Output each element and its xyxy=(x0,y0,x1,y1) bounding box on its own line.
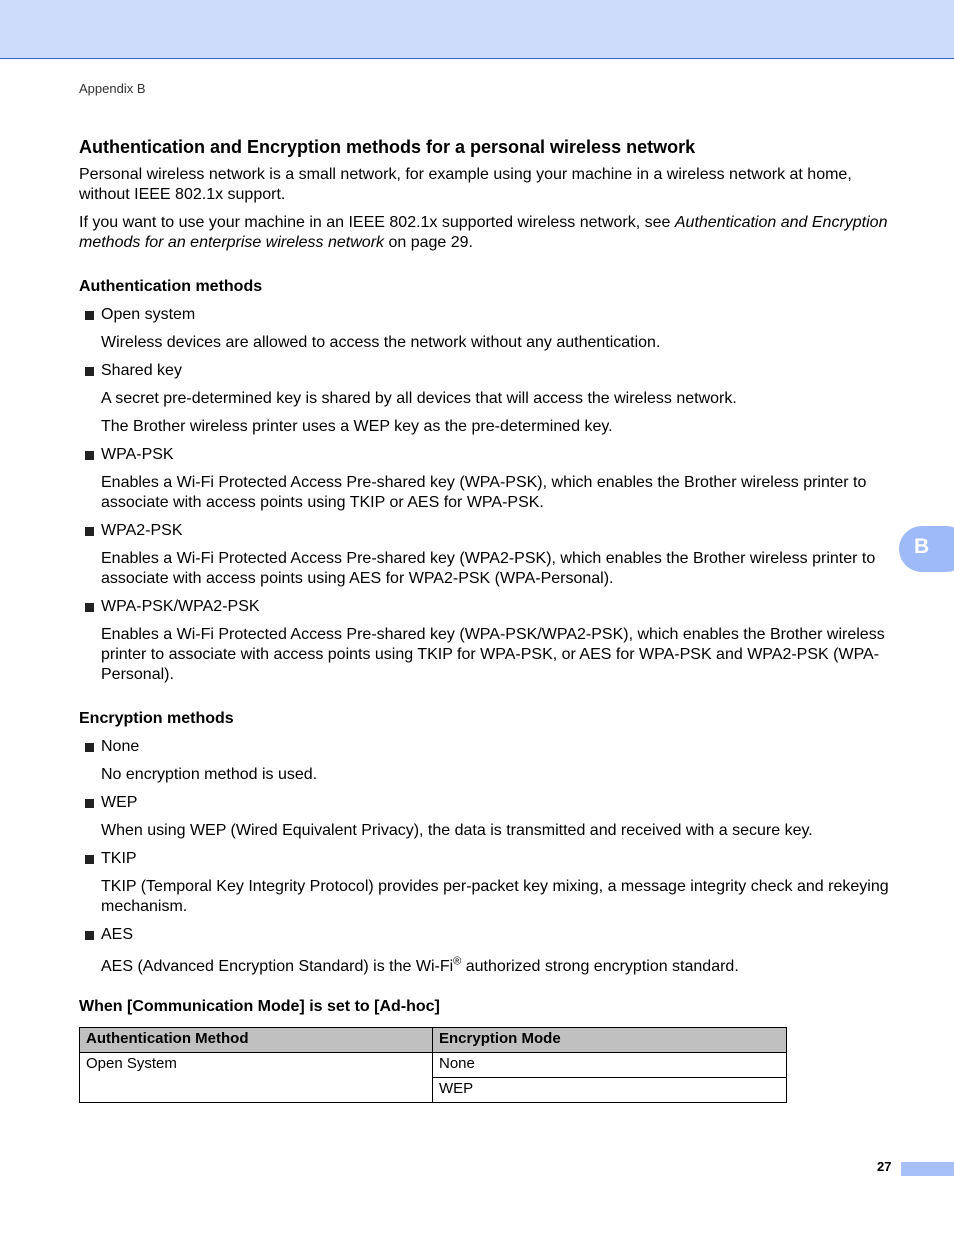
list-item-label: TKIP xyxy=(101,850,137,867)
side-tab-letter: B xyxy=(914,535,930,558)
list-item xyxy=(79,849,891,869)
table-cell: None xyxy=(433,1053,787,1078)
list-item-description: Enables a Wi-Fi Protected Access Pre-shared key (WPA-PSK/WPA2-PSK), which enables the Brother wireless printer to associate with access points using TKIP for WPA-PSK, or AES for WPA-PSK and WPA2-PSK (WPA-Personal). xyxy=(101,626,885,683)
aes-desc-text-end: authorized strong encryption standard. xyxy=(461,958,739,975)
table-cell: WEP xyxy=(433,1078,787,1103)
square-bullet-icon xyxy=(85,527,94,536)
square-bullet-icon xyxy=(85,931,94,940)
running-head: Appendix B xyxy=(79,81,146,96)
square-bullet-icon xyxy=(85,311,94,320)
list-item-label: WPA2-PSK xyxy=(101,522,183,539)
auth-methods-heading: Authentication methods xyxy=(79,278,263,295)
list-item-label: WPA-PSK/WPA2-PSK xyxy=(101,598,260,615)
page-header-band xyxy=(0,0,954,59)
square-bullet-icon xyxy=(85,799,94,808)
list-item xyxy=(79,597,891,617)
appendix-side-tab xyxy=(899,526,954,572)
list-item xyxy=(79,445,891,465)
list-item xyxy=(79,737,891,757)
intro-paragraph: Personal wireless network is a small network, for example using your machine in a wireless network at home, without IEEE 802.1x support. xyxy=(79,166,852,203)
square-bullet-icon xyxy=(85,451,94,460)
list-item-label: Open system xyxy=(101,306,196,323)
square-bullet-icon xyxy=(85,855,94,864)
list-item-description: TKIP (Temporal Key Integrity Protocol) provides per-packet key mixing, a message integrity check and rekeying mechanism. xyxy=(101,878,889,915)
square-bullet-icon xyxy=(85,743,94,752)
list-item-description: The Brother wireless printer uses a WEP key as the pre-determined key. xyxy=(101,418,613,435)
page-number: 27 xyxy=(877,1159,892,1174)
list-item xyxy=(79,925,891,945)
list-item-description: Enables a Wi-Fi Protected Access Pre-shared key (WPA2-PSK), which enables the Brother wireless printer to associate with access points using AES for WPA2-PSK (WPA-Personal). xyxy=(101,550,876,587)
list-item-label: AES xyxy=(101,926,134,943)
list-item-description: Wireless devices are allowed to access the network without any authentication. xyxy=(101,334,661,351)
registered-mark: ® xyxy=(453,955,462,968)
list-item xyxy=(79,361,891,381)
list-item xyxy=(79,521,891,541)
reference-link: Authentication and Encryption methods for an enterprise wireless network xyxy=(79,214,888,251)
aes-desc-text: AES (Advanced Encryption Standard) is the Wi-Fi xyxy=(101,958,454,975)
list-item-label: Shared key xyxy=(101,362,182,379)
table-header-cell: Authentication Method xyxy=(80,1028,433,1053)
adhoc-table xyxy=(79,1027,787,1103)
list-item-description: A secret pre-determined key is shared by all devices that will access the wireless network. xyxy=(101,390,737,407)
list-item xyxy=(79,305,891,325)
page-content xyxy=(79,135,891,1103)
section-title: Authentication and Encryption methods for a personal wireless network xyxy=(79,137,696,157)
list-item-description: When using WEP (Wired Equivalent Privacy), the data is transmitted and received with a secure key. xyxy=(101,822,813,839)
list-item-description: No encryption method is used. xyxy=(101,766,318,783)
table-row xyxy=(80,1053,787,1078)
list-item-label: None xyxy=(101,738,140,755)
square-bullet-icon xyxy=(85,603,94,612)
list-item-label: WEP xyxy=(101,794,138,811)
table-header-cell: Encryption Mode xyxy=(433,1028,787,1053)
list-item-label: WPA-PSK xyxy=(101,446,174,463)
reference-paragraph xyxy=(79,213,891,253)
reference-page: on page 29. xyxy=(384,234,473,251)
encryption-methods-heading: Encryption methods xyxy=(79,710,234,727)
square-bullet-icon xyxy=(85,367,94,376)
page-number-bar xyxy=(901,1162,954,1176)
list-item-description: Enables a Wi-Fi Protected Access Pre-shared key (WPA-PSK), which enables the Brother wireless printer to associate with access points using TKIP or AES for WPA-PSK. xyxy=(101,474,867,511)
list-item-description xyxy=(79,957,891,977)
table-header-row xyxy=(80,1028,787,1053)
reference-text: If you want to use your machine in an IEEE 802.1x supported wireless network, see xyxy=(79,214,675,231)
adhoc-heading: When [Communication Mode] is set to [Ad-hoc] xyxy=(79,998,440,1015)
list-item xyxy=(79,793,891,813)
table-cell: Open System xyxy=(80,1053,433,1103)
